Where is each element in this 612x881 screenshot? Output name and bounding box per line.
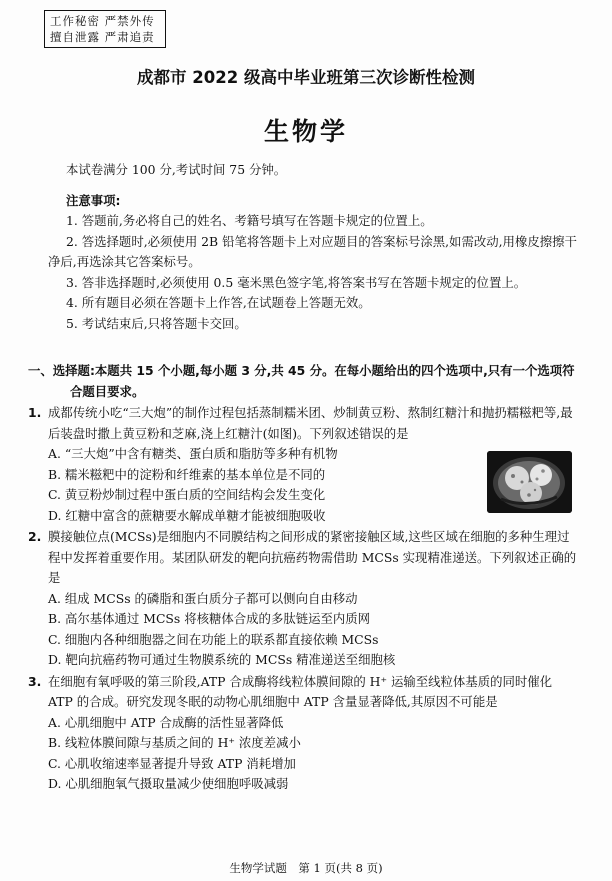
note-item: 1. 答题前,务必将自己的姓名、考籍号填写在答题卡规定的位置上。 — [66, 213, 433, 228]
stamp-line-1: 工作秘密 严禁外传 — [50, 14, 155, 28]
stamp-line-2: 擅自泄露 严肃追责 — [50, 30, 155, 44]
option-d: D. 靶向抗癌药物可通过生物膜系统的 MCSs 精准递送至细胞核 — [48, 652, 396, 667]
exam-content — [28, 160, 578, 795]
question-number: 2. — [28, 529, 42, 544]
notes-title: 注意事项: — [66, 192, 121, 208]
question-3 — [28, 672, 578, 795]
option-d: D. 心肌细胞氧气摄取量减少使细胞呼吸减弱 — [48, 776, 289, 791]
option-c: C. 心肌收缩速率显著提升导致 ATP 消耗增加 — [48, 755, 296, 771]
option-b: B. 线粒体膜间隙与基质之间的 H⁺ 浓度差减小 — [48, 735, 301, 750]
option-a: A. “三大炮”中含有糖类、蛋白质和脂肪等多种有机物 — [48, 446, 338, 461]
confidential-stamp — [44, 10, 166, 48]
exam-title: 成都市 2022 级高中毕业班第三次诊断性检测 — [137, 68, 475, 87]
subject-title: 生物学 — [263, 117, 348, 146]
option-c: C. 细胞内各种细胞器之间在功能上的联系都直接依赖 MCSs — [48, 631, 379, 647]
option-c: C. 黄豆粉炒制过程中蛋白质的空间结构会发生变化 — [48, 487, 326, 502]
section-1-title: 一、选择题:本题共 15 个小题,每小题 3 分,共 45 分。在每小题给出的四个选项中,只有一个选项符合题目要求。 — [28, 363, 575, 399]
intro-text: 本试卷满分 100 分,考试时间 75 分钟。 — [66, 162, 287, 177]
option-a: A. 组成 MCSs 的磷脂和蛋白质分子都可以侧向自由移动 — [48, 590, 358, 606]
option-b: B. 糯米糍粑中的淀粉和纤维素的基本单位是不同的 — [48, 466, 326, 482]
question-stem: 膜接触位点(MCSs)是细胞内不同膜结构之间形成的紧密接触区域,这些区域在细胞的多种生理过程中发挥着重要作用。某团队研发的靶向抗癌药物需借助 MCSs 实现精准递送。下列叙述正确的是 — [48, 529, 577, 585]
question-stem: 在细胞有氧呼吸的第三阶段,ATP 合成酶将线粒体膜间隙的 H⁺ 运输至线粒体基质的同时催化 ATP 的合成。研究发现冬眠的动物心肌细胞中 ATP 含量显著降低,其原因不可能是 — [48, 673, 553, 709]
note-item: 3. 答非选择题时,必须使用 0.5 毫米黑色签字笔,将答案书写在答题卡规定的位置上。 — [66, 274, 527, 290]
note-item: 2. 答选择题时,必须使用 2B 铅笔将答题卡上对应题目的答案标号涂黑,如需改动,用橡皮擦擦干净后,再选涂其它答案标号。 — [48, 233, 577, 269]
question-stem: 成都传统小吃“三大炮”的制作过程包括蒸制糯米团、炒制黄豆粉、熬制红糖汁和抛扔糯糍粑等,最后装盘时撒上黄豆粉和芝麻,浇上红糖汁(如图)。下列叙述错误的是 — [48, 405, 573, 441]
question-number: 3. — [28, 673, 42, 689]
question-2 — [28, 527, 578, 671]
option-b: B. 高尔基体通过 MCSs 将核糖体合成的多肽链运至内质网 — [48, 611, 371, 626]
note-item: 5. 考试结束后,只将答题卡交回。 — [66, 315, 247, 331]
san-da-pao-photo — [487, 451, 572, 513]
note-item: 4. 所有题目必须在答题卡上作答,在试题卷上答题无效。 — [66, 295, 371, 310]
question-1 — [28, 403, 578, 526]
option-a: A. 心肌细胞中 ATP 合成酶的活性显著降低 — [48, 714, 284, 730]
question-number: 1. — [28, 405, 42, 420]
option-d: D. 红糖中富含的蔗糖要水解成单糖才能被细胞吸收 — [48, 507, 326, 523]
page-footer: 生物学试题 第 1 页(共 8 页) — [229, 861, 383, 875]
